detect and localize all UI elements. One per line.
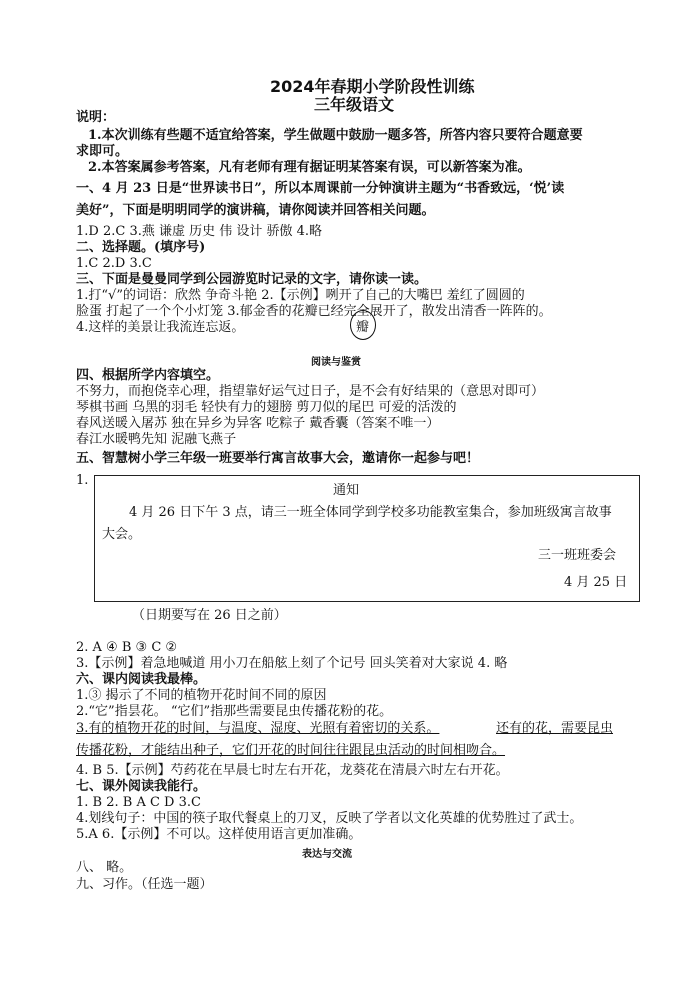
q2-answers: 1.C 2.D 3.C — [76, 256, 152, 271]
q3-line-1: 1.打“√”的词语：欣然 争奇斗艳 2.【示例】咧开了自己的大嘴巴 羞红了圆圆的 — [76, 288, 525, 303]
q3-line-2: 脸蛋 打起了一个个小灯笼 3.郁金香的花瓣已经完全展开了，散发出清香一阵阵的。 — [76, 304, 552, 319]
q4-line-2: 琴棋书画 乌黑的羽毛 轻快有力的翅膀 剪刀似的尾巴 可爱的活泼的 — [76, 400, 457, 415]
q6-line-4: 传播花粉，才能结出种子，它们开花的时间往往跟昆虫活动的时间相吻合。 — [76, 743, 506, 758]
date-note: （日期要写在 26 日之前） — [132, 608, 287, 623]
q6-line-3a: 3.有的植物开花的时间，与温度、湿度、光照有着密切的关系。 — [76, 721, 440, 736]
q7-line-1: 1. B 2. B A C D 3.C — [76, 795, 201, 810]
q5-heading: 五、智慧树小学三年级一班要举行寓言故事大会，邀请你一起参与吧！ — [76, 451, 480, 466]
notice-title: 通知 — [333, 483, 360, 498]
q6-heading: 六、课内阅读我最棒。 — [76, 672, 207, 687]
notes-line-1b: 求即可。 — [76, 144, 129, 159]
notes-heading: 说明： — [76, 110, 116, 125]
q1-line-1: 一、4 月 23 日是“世界读书日”，所以本周课前一分钟演讲主题为“书香致远，‘悦’读 — [76, 181, 565, 196]
page-subtitle: 三年级语文 — [314, 95, 395, 114]
q5-item-1-number: 1. — [76, 473, 89, 488]
q9-line: 九、习作。（任选一题） — [76, 877, 213, 892]
q6-line-2: 2.“它”指昙花。 “它们”指那些需要昆虫传播花粉的花。 — [76, 704, 393, 719]
notice-body-line-2: 大会。 — [102, 527, 142, 542]
q7-line-3: 5.A 6.【示例】不可以。这样使用语言更加准确。 — [76, 827, 362, 842]
q7-line-2: 4.划线句子：中国的筷子取代餐桌上的刀叉，反映了学者以文化英雄的优势胜过了武士。 — [76, 811, 583, 826]
notice-signer: 三一班班委会 — [538, 548, 617, 563]
q3-line-3: 4.这样的美景让我流连忘返。 — [76, 320, 245, 335]
q6-line-3b: 还有的花，需要昆虫 — [496, 721, 614, 736]
q4-line-3: 春风送暖入屠苏 独在异乡为异客 吃粽子 戴香囊（答案不唯一） — [76, 416, 440, 431]
notice-body-line-1: 4 月 26 日下午 3 点，请三一班全体同学到学校多功能教室集合，参加班级寓言故事 — [129, 505, 612, 520]
q4-heading: 四、根据所学内容填空。 — [76, 368, 220, 383]
q4-line-1: 不努力，而抱侥幸心理，指望靠好运气过日子，是不会有好结果的（意思对即可） — [76, 384, 545, 399]
notice-box — [94, 475, 640, 602]
q3-heading: 三、下面是曼曼同学到公园游览时记录的文字，请你读一读。 — [76, 272, 428, 287]
q4-line-4: 春江水暖鸭先知 泥融飞燕子 — [76, 432, 237, 447]
section-reading-title: 阅读与鉴赏 — [311, 357, 361, 368]
notice-date: 4 月 25 日 — [564, 575, 628, 590]
page-title: 2024年春期小学阶段性训练 — [270, 77, 475, 96]
notes-line-2: 2.本答案属参考答案，凡有老师有理有据证明某答案有误，可以新答案为准。 — [88, 160, 531, 175]
q6-line-5: 4. B 5.【示例】芍药花在早晨七时左右开花，龙葵花在清晨六时左右开花。 — [76, 763, 509, 778]
q7-heading: 七、课外阅读我能行。 — [76, 779, 207, 794]
notes-line-1: 1.本次训练有些题不适宜给答案，学生做题中鼓励一题多答，所答内容只要符合题意要 — [88, 128, 583, 143]
circled-char: 瓣 — [356, 320, 370, 335]
q2-heading: 二、选择题。(填序号) — [76, 240, 206, 255]
q1-line-2: 美好”，下面是明明同学的演讲稿，请你阅读并回答相关问题。 — [76, 203, 435, 218]
q1-answers: 1.D 2.C 3.燕 谦虚 历史 伟 设计 骄傲 4.略 — [76, 224, 323, 239]
q5-answer-2: 2. A ④ B ③ C ② — [76, 640, 178, 655]
q6-line-1: 1.③ 揭示了不同的植物开花时间不同的原因 — [76, 688, 327, 703]
section-expression-title: 表达与交流 — [302, 849, 352, 860]
q8-line: 八、 略。 — [76, 860, 133, 875]
q5-answer-3: 3.【示例】着急地喊道 用小刀在船舷上刻了个记号 回头笑着对大家说 4. 略 — [76, 656, 508, 671]
